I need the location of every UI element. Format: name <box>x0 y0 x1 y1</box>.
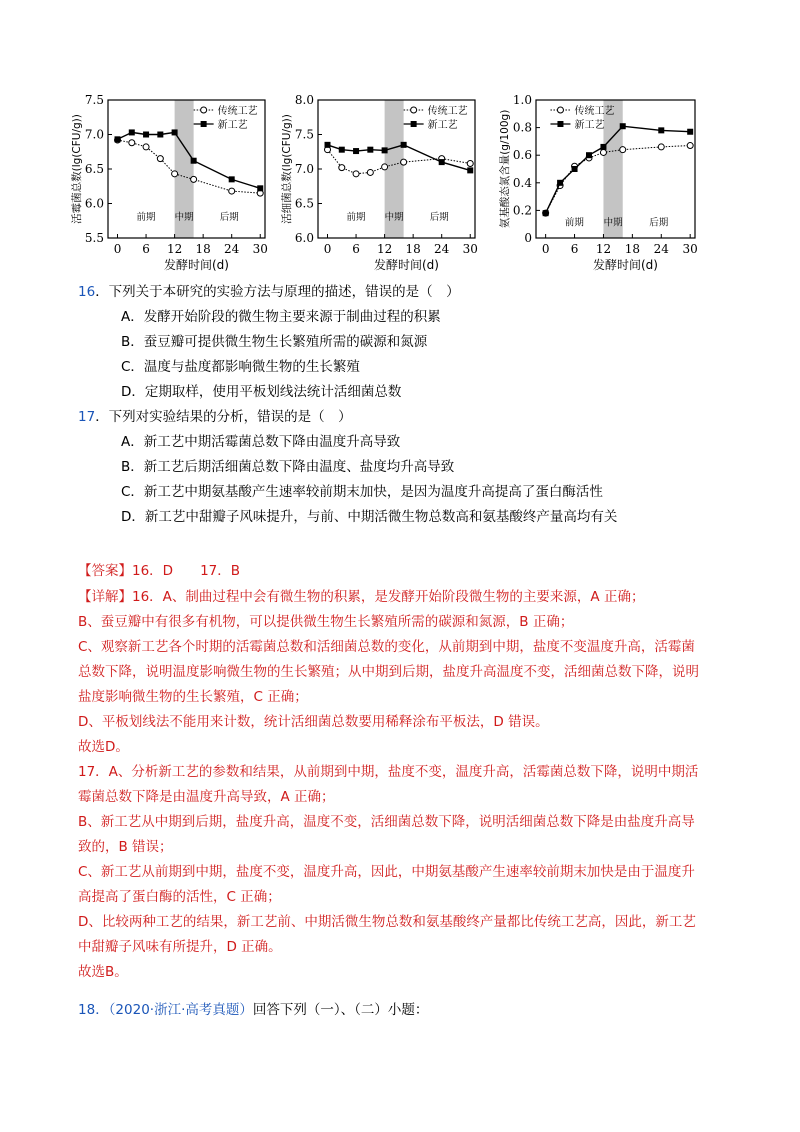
x-tick-label: 30 <box>462 242 478 256</box>
point-traditional <box>620 147 626 153</box>
point-traditional <box>600 149 606 155</box>
stage-label-mid: 中期 <box>384 212 404 223</box>
y-tick-label: 6.5 <box>84 162 104 176</box>
point-new <box>115 136 121 142</box>
question-16-option-d: D．定期取样，使用平板划线法统计活细菌总数 <box>121 384 402 400</box>
y-tick-label: 5.5 <box>84 231 104 245</box>
chart-amino-acid-svg <box>490 92 705 282</box>
point-new <box>687 129 693 135</box>
y-tick-label: 0.6 <box>512 148 532 163</box>
y-tick-label: 7.5 <box>294 127 314 142</box>
explain-line-12: C、新工艺从前期到中期，盐度不变，温度升高，因此，中期氨基酸产生速率较前期末加快是由于温度升 <box>78 864 695 880</box>
point-new <box>172 129 178 135</box>
x-tick-label: 6 <box>570 242 579 256</box>
point-traditional <box>339 165 345 171</box>
y-tick-label: 6.0 <box>294 231 314 245</box>
point-new <box>325 142 331 148</box>
chart-mold-svg <box>70 92 275 282</box>
x-tick-label: 12 <box>166 242 183 256</box>
point-new <box>543 210 549 216</box>
legend-label-new: 新工艺 <box>217 120 248 131</box>
point-traditional <box>401 159 407 165</box>
point-traditional <box>129 140 135 146</box>
stage-label-late: 后期 <box>219 212 239 223</box>
x-tick-label: 18 <box>195 242 211 256</box>
x-tick-label: 18 <box>405 242 421 256</box>
x-tick-label: 0 <box>541 242 550 256</box>
point-new <box>339 147 345 153</box>
x-tick-label: 18 <box>624 242 641 256</box>
y-tick-label: 1.0 <box>512 93 532 107</box>
y-tick-label: 0.8 <box>512 120 532 135</box>
answer-line: 【答案】16．D 17．B <box>78 563 241 579</box>
x-axis-label: 发酵时间(d) <box>593 258 658 272</box>
y-axis-label: 活霉菌总数(lg(CFU/g)) <box>71 114 83 224</box>
explain-line-1: 【详解】16．A、制曲过程中会有微生物的积累，是发酵开始阶段微生物的主要来源，A 正确； <box>78 589 645 605</box>
y-tick-label: 8.0 <box>294 93 314 107</box>
x-tick-label: 24 <box>224 242 240 256</box>
stage-label-late: 后期 <box>429 212 449 223</box>
y-tick-label: 0.2 <box>512 203 532 218</box>
point-new <box>439 159 445 165</box>
point-new <box>157 132 163 138</box>
explain-line-7: 故选D。 <box>78 739 129 755</box>
point-traditional <box>658 144 664 150</box>
explain-line-8: 17．A、分析新工艺的参数和结果，从前期到中期，盐度不变，温度升高，活霉菌总数下降，说明中期活 <box>78 764 699 780</box>
point-new <box>191 158 197 164</box>
point-traditional <box>157 156 163 162</box>
point-new <box>620 123 626 129</box>
point-new <box>353 148 359 154</box>
stage-label-mid: 中期 <box>174 212 194 223</box>
explain-line-10: B、新工艺从中期到后期，盐度升高，温度不变，活细菌总数下降，说明活细菌总数下降是由盐度升高导 <box>78 814 695 830</box>
question-17-option-a: A．新工艺中期活霉菌总数下降由温度升高导致 <box>121 434 401 450</box>
y-tick-label: 7.0 <box>84 127 104 142</box>
question-16-option-b: B．蚕豆瓣可提供微生物生长繁殖所需的碳源和氮源 <box>121 334 428 350</box>
chart-bacteria <box>280 92 485 282</box>
point-traditional <box>143 144 149 150</box>
legend-marker-traditional <box>557 107 563 113</box>
x-tick-label: 0 <box>323 242 332 256</box>
point-new <box>229 176 235 182</box>
y-tick-label: 7.5 <box>84 93 104 107</box>
point-new <box>658 127 664 133</box>
point-new <box>367 147 373 153</box>
point-new <box>467 167 473 173</box>
legend-marker-traditional <box>201 107 207 113</box>
stage-label-early: 前期 <box>564 217 584 229</box>
x-tick-label: 24 <box>653 242 669 256</box>
question-17-option-b: B．新工艺后期活细菌总数下降由温度、盐度均升高导致 <box>121 459 455 475</box>
point-new <box>257 185 263 191</box>
point-traditional <box>353 171 359 177</box>
explain-line-4: 总数下降，说明温度影响微生物的生长繁殖；从中期到后期，盐度升高温度不变，活细菌总数下降，说明 <box>78 664 699 680</box>
x-tick-label: 6 <box>142 242 150 256</box>
legend-label-new: 新工艺 <box>427 120 458 131</box>
x-tick-label: 30 <box>252 242 268 256</box>
legend-label-traditional: 传统工艺 <box>574 106 615 117</box>
figure-charts <box>70 92 750 282</box>
legend-marker-traditional <box>411 107 417 113</box>
y-tick-label: 6.5 <box>294 196 314 211</box>
legend-label-new: 新工艺 <box>574 120 605 131</box>
explain-line-15: 中甜瓣子风味有所提升，D 正确。 <box>78 939 282 955</box>
point-traditional <box>172 171 178 177</box>
explain-line-11: 致的，B 错误； <box>78 839 173 855</box>
explain-line-3: C、观察新工艺各个时期的活霉菌总数和活细菌总数的变化，从前期到中期，盐度不变温度升高，活霉菌 <box>78 639 695 655</box>
legend-marker-new <box>557 121 563 127</box>
question-18-stem: 18．（2020·浙江·高考真题）回答下列（一）、（二）小题： <box>78 1002 429 1018</box>
legend-label-traditional: 传统工艺 <box>427 106 468 117</box>
point-traditional <box>467 160 473 166</box>
point-new <box>129 129 135 135</box>
x-axis-label: 发酵时间(d) <box>374 258 439 272</box>
point-traditional <box>367 169 373 175</box>
y-axis-label: 活细菌总数(lg(CFU/g)) <box>281 114 293 224</box>
question-16-option-c: C．温度与盐度都影响微生物的生长繁殖 <box>121 359 360 375</box>
chart-mold <box>70 92 275 282</box>
point-new <box>557 180 563 186</box>
point-new <box>586 152 592 158</box>
y-tick-label: 7.0 <box>294 162 314 176</box>
point-traditional <box>191 176 197 182</box>
x-axis-label: 发酵时间(d) <box>164 258 229 272</box>
question-16-option-a: A．发酵开始阶段的微生物主要来源于制曲过程的积累 <box>121 309 441 325</box>
point-new <box>600 144 606 150</box>
point-traditional <box>229 188 235 194</box>
y-tick-label: 6.0 <box>84 196 104 211</box>
stage-label-late: 后期 <box>649 217 669 229</box>
point-new <box>401 142 407 148</box>
point-traditional <box>687 143 693 149</box>
x-tick-label: 0 <box>113 242 122 256</box>
explain-line-9: 霉菌总数下降是由温度升高导致，A 正确； <box>78 789 335 805</box>
y-tick-label: 0 <box>524 231 532 245</box>
explain-line-6: D、平板划线法不能用来计数，统计活细菌总数要用稀释涂布平板法，D 错误。 <box>78 714 549 730</box>
stage-label-early: 前期 <box>136 212 156 223</box>
x-tick-label: 6 <box>352 242 360 256</box>
x-tick-label: 12 <box>595 242 612 256</box>
explain-line-14: D、比较两种工艺的结果，新工艺前、中期活微生物总数和氨基酸终产量都比传统工艺高，因此，新工艺 <box>78 914 696 930</box>
stage-label-early: 前期 <box>346 212 366 223</box>
explain-line-2: B、蚕豆瓣中有很多有机物，可以提供微生物生长繁殖所需的碳源和氮源，B 正确； <box>78 614 574 630</box>
question-17-option-c: C．新工艺中期氨基酸产生速率较前期末加快，是因为温度升高提高了蛋白酶活性 <box>121 484 603 500</box>
point-new <box>143 132 149 138</box>
explain-line-13: 高提高了蛋白酶的活性，C 正确； <box>78 889 281 905</box>
chart-bacteria-svg <box>280 92 485 282</box>
question-17-option-d: D．新工艺中甜瓣子风味提升，与前、中期活微生物总数高和氨基酸终产量高均有关 <box>121 509 618 525</box>
x-tick-label: 30 <box>682 242 698 256</box>
explain-line-16: 故选B。 <box>78 964 128 980</box>
y-axis-label: 氨基酸态氮含量(g/100g) <box>499 109 511 229</box>
question-17-stem: 17．下列对实验结果的分析，错误的是（ ） <box>78 409 352 425</box>
legend-label-traditional: 传统工艺 <box>217 106 258 117</box>
legend-marker-new <box>411 121 417 127</box>
stage-label-mid: 中期 <box>603 217 623 229</box>
point-traditional <box>382 164 388 170</box>
legend-marker-new <box>201 121 207 127</box>
point-new <box>382 147 388 153</box>
y-tick-label: 0.4 <box>512 175 532 190</box>
x-tick-label: 12 <box>376 242 393 256</box>
explain-line-5: 盐度影响微生物的生长繁殖，C 正确； <box>78 689 308 705</box>
point-new <box>572 166 578 172</box>
question-16-stem: 16．下列关于本研究的实验方法与原理的描述，错误的是（ ） <box>78 284 460 300</box>
x-tick-label: 24 <box>434 242 450 256</box>
chart-amino-acid <box>490 92 705 282</box>
